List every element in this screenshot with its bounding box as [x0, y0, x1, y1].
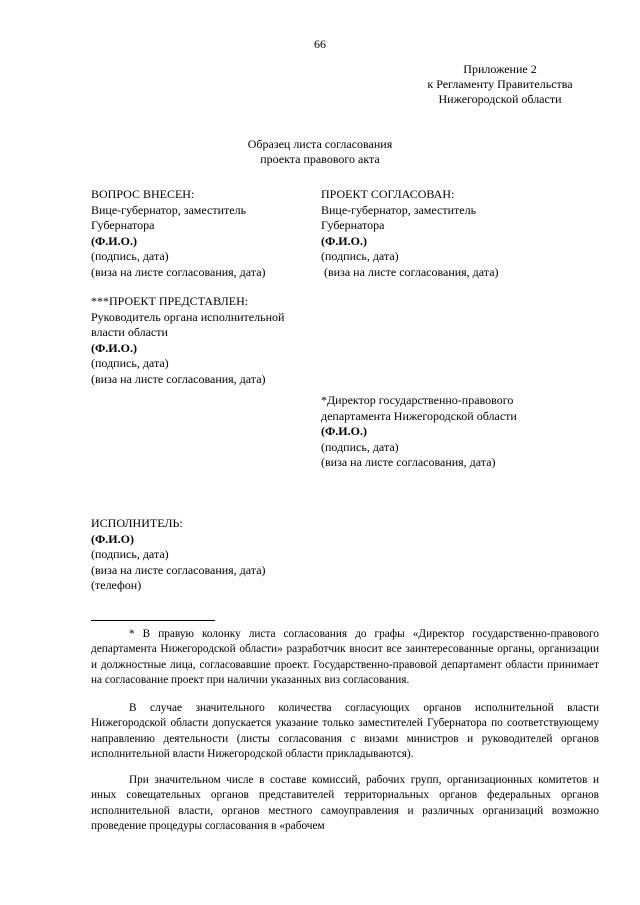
position-line: департамента Нижегородской области [321, 408, 517, 423]
document-title [0, 137, 640, 167]
signature-placeholder: (подпись, дата) [91, 356, 169, 370]
footnote-paragraph [91, 701, 599, 762]
legal-department-block [321, 393, 517, 471]
signature-placeholder: (подпись, дата) [91, 547, 169, 561]
visa-placeholder: (виза на листе согласования, дата) [321, 264, 499, 279]
block-heading: ПРОЕКТ СОГЛАСОВАН: [321, 187, 455, 201]
block-heading: ИСПОЛНИТЕЛЬ: [91, 516, 183, 530]
visa-placeholder: (виза на листе согласования, дата) [91, 371, 266, 386]
name-placeholder: (Ф.И.О.) [91, 233, 137, 248]
position-line: Руководитель органа исполнительной [91, 309, 285, 324]
visa-placeholder: (виза на листе согласования, дата) [91, 562, 266, 577]
block-heading: ВОПРОС ВНЕСЕН: [91, 187, 195, 201]
footnote-text: В случае значительного количества согласующих органов исполнительной власти Нижегородской области допускается указание только заместителей Губернатора по соответствующему направлению деятельности (листы согласования с визами министров и руководителей органов исполнительной власти Нижегородской области прикладываются). [91, 702, 599, 760]
page-number: 66 [314, 37, 326, 51]
title-line: Образец листа согласования [247, 137, 393, 151]
position-line: Вице-губернатор, заместитель [321, 202, 477, 217]
name-placeholder: (Ф.И.О.) [321, 233, 367, 248]
name-placeholder: (Ф.И.О.) [91, 340, 137, 355]
signature-placeholder: (подпись, дата) [321, 439, 399, 454]
position-line: Губернатора [321, 218, 385, 232]
submitted-by-block [91, 187, 266, 280]
appendix-line: Приложение 2 [463, 62, 537, 76]
position-line: Вице-губернатор, заместитель [91, 202, 247, 217]
approved-by-block [321, 187, 499, 280]
position-line: *Директор государственно-правового [321, 393, 514, 407]
phone-placeholder: (телефон) [91, 578, 142, 592]
footnote-paragraph [91, 627, 599, 688]
footnote-paragraph [91, 773, 599, 834]
footnote-text: При значительном числе в составе комиссий, рабочих групп, организационных комитетов и иных совещательных органов представителей территориальных органов федеральных органов исполнительной власти, органов местного самоуправления и различных организаций возможно проведение процедуры согласования в «рабочем [91, 774, 599, 832]
visa-placeholder: (виза на листе согласования, дата) [321, 455, 496, 469]
appendix-line: Нижегородской области [438, 92, 562, 106]
position-line: власти области [91, 325, 168, 339]
presented-by-block [91, 294, 284, 387]
block-heading: ***ПРОЕКТ ПРЕДСТАВЛЕН: [91, 294, 249, 308]
executor-block [91, 516, 266, 594]
appendix-header [400, 62, 600, 107]
position-line: Губернатора [91, 218, 155, 232]
footnote-text: * В правую колонку листа согласования до графы «Директор государственно-правового департамента Нижегородской области» разработчик вносит все заинтересованные органы, организации и должностные лица, согласовавшие проект. Государственно-правовой департамент области принимает на согласование проект при наличии указанных виз согласования. [91, 628, 599, 686]
signature-placeholder: (подпись, дата) [91, 249, 169, 263]
appendix-line: к Регламенту Правительства [427, 77, 573, 91]
name-placeholder: (Ф.И.О) [91, 531, 134, 546]
visa-placeholder: (виза на листе согласования, дата) [91, 264, 266, 279]
title-line: проекта правового акта [260, 152, 380, 166]
footnote-divider [91, 620, 215, 621]
signature-placeholder: (подпись, дата) [321, 249, 399, 263]
name-placeholder: (Ф.И.О.) [321, 424, 367, 438]
